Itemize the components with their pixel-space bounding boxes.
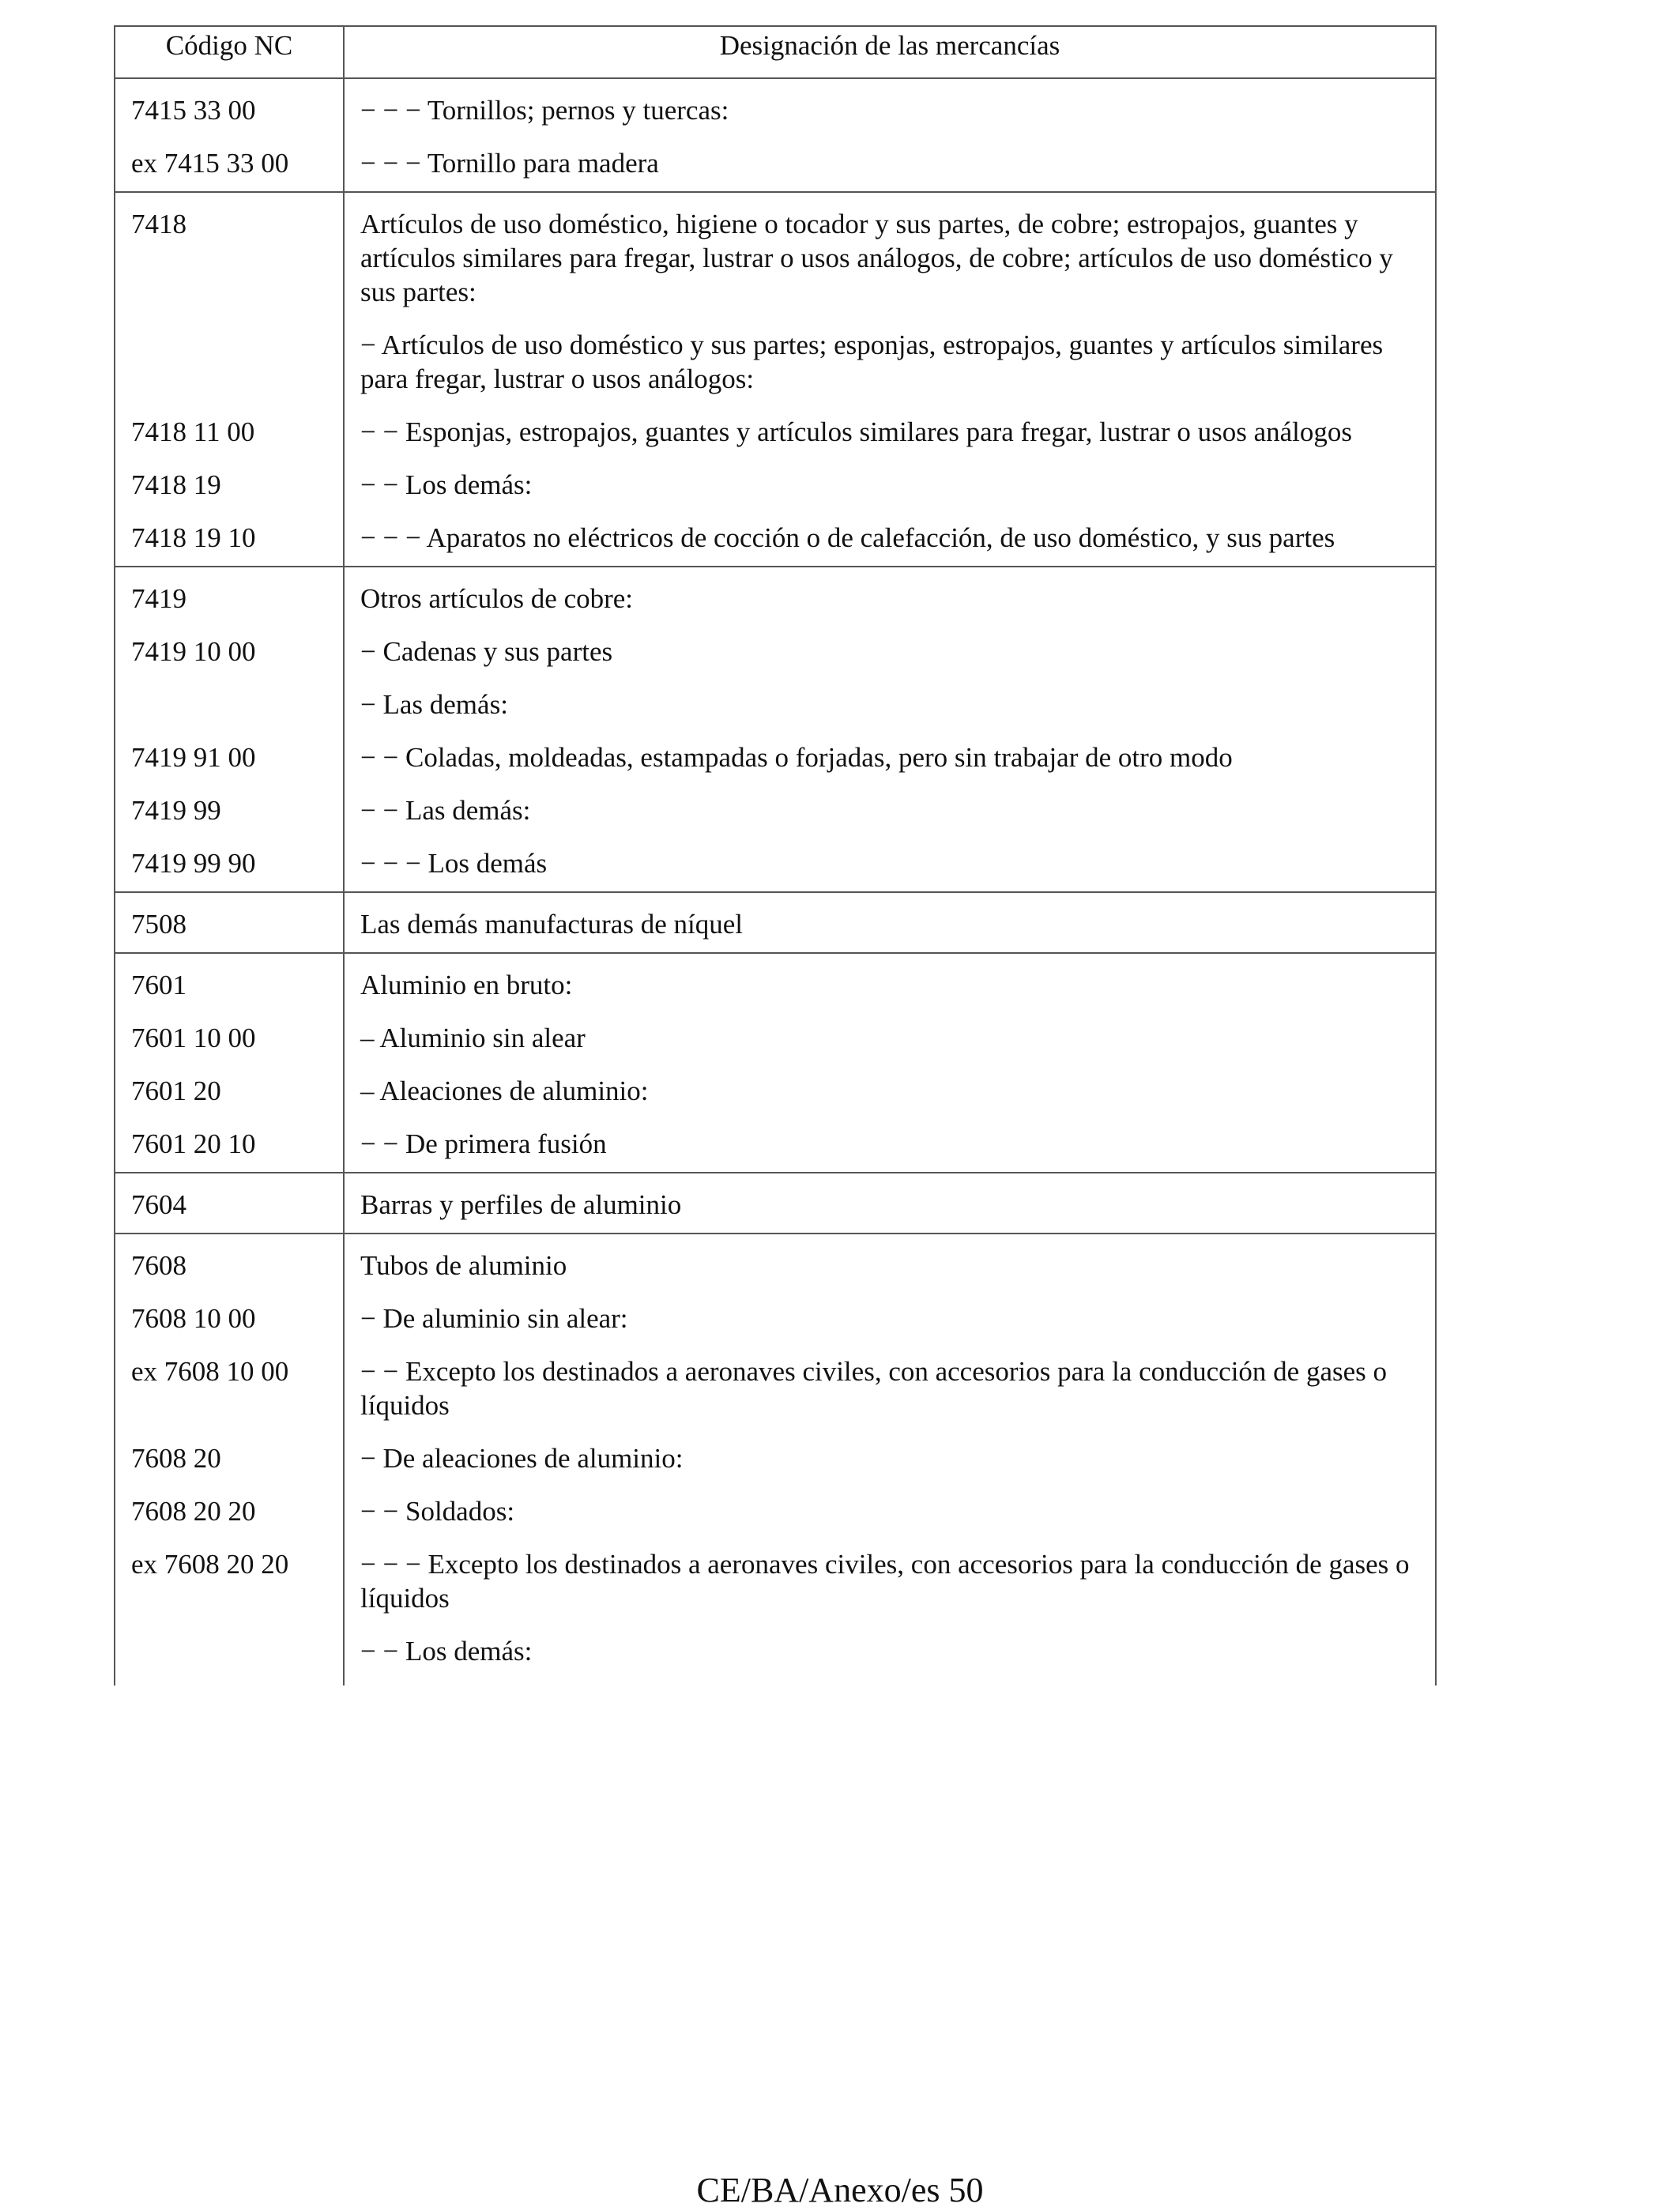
cn-code-cell: 7508 (115, 892, 344, 953)
designation-cell: Artículos de uso doméstico, higiene o tocador y sus partes, de cobre; estropajos, guantes y artículos similares para fregar, lustrar o usos análogos, de cobre; artículos de uso doméstico y sus partes: (344, 192, 1436, 318)
cn-code-cell: 7419 10 00 (115, 625, 344, 678)
cn-code-cell (115, 1625, 344, 1686)
table-row (115, 625, 1436, 678)
designation-cell: − Cadenas y sus partes (344, 625, 1436, 678)
cn-code-cell: 7418 19 (115, 458, 344, 511)
designation-cell: − − − Los demás (344, 837, 1436, 892)
table-row (115, 1485, 1436, 1538)
designation-cell: Tubos de aluminio (344, 1234, 1436, 1292)
table-row (115, 78, 1436, 137)
cn-code-cell: 7608 20 20 (115, 1485, 344, 1538)
designation-cell: − − − Tornillos; pernos y tuercas: (344, 78, 1436, 137)
designation-cell: – Aleaciones de aluminio: (344, 1064, 1436, 1117)
table-body (115, 78, 1436, 1686)
designation-cell: – Aluminio sin alear (344, 1011, 1436, 1064)
table-row (115, 1011, 1436, 1064)
cn-code-cell: ex 7608 20 20 (115, 1538, 344, 1625)
cn-code-cell: 7601 10 00 (115, 1011, 344, 1064)
cn-code-cell: 7604 (115, 1173, 344, 1234)
designation-cell: − − Las demás: (344, 784, 1436, 837)
cn-code-cell: 7418 19 10 (115, 511, 344, 567)
table-row (115, 1538, 1436, 1625)
table-row (115, 318, 1436, 405)
cn-code-cell: 7419 99 90 (115, 837, 344, 892)
table-row (115, 1625, 1436, 1686)
designation-cell: − − De primera fusión (344, 1117, 1436, 1173)
cn-code-cell: ex 7608 10 00 (115, 1345, 344, 1432)
table-row (115, 511, 1436, 567)
table-row (115, 405, 1436, 458)
designation-cell: − − − Excepto los destinados a aeronaves civiles, con accesorios para la conducción de gases o líquidos (344, 1538, 1436, 1625)
table-row (115, 731, 1436, 784)
cn-code-cell: ex 7415 33 00 (115, 137, 344, 192)
designation-cell: − − Coladas, moldeadas, estampadas o forjadas, pero sin trabajar de otro modo (344, 731, 1436, 784)
designation-cell: − − − Aparatos no eléctricos de cocción o de calefacción, de uso doméstico, y sus partes (344, 511, 1436, 567)
table-row (115, 1173, 1436, 1234)
table-row (115, 1432, 1436, 1485)
table-row (115, 137, 1436, 192)
table-row (115, 192, 1436, 318)
designation-cell: − Artículos de uso doméstico y sus partes; esponjas, estropajos, guantes y artículos similares para fregar, lustrar o usos análogos: (344, 318, 1436, 405)
designation-cell: Las demás manufacturas de níquel (344, 892, 1436, 953)
designation-cell: − De aluminio sin alear: (344, 1292, 1436, 1345)
table-row (115, 1234, 1436, 1292)
designation-column-header: Designación de las mercancías (344, 26, 1436, 78)
table-row (115, 892, 1436, 953)
table-row (115, 458, 1436, 511)
cn-code-cell: 7419 (115, 567, 344, 625)
cn-code-cell: 7608 (115, 1234, 344, 1292)
cn-code-cell (115, 318, 344, 405)
designation-cell: − De aleaciones de aluminio: (344, 1432, 1436, 1485)
table-row (115, 678, 1436, 731)
cn-code-cell: 7418 11 00 (115, 405, 344, 458)
page-footer: CE/BA/Anexo/es 50 (696, 2171, 984, 2209)
cn-code-cell: 7419 99 (115, 784, 344, 837)
code-column-header: Código NC (115, 26, 344, 78)
designation-cell: − − Soldados: (344, 1485, 1436, 1538)
designation-cell: − − Excepto los destinados a aeronaves civiles, con accesorios para la conducción de gases o líquidos (344, 1345, 1436, 1432)
cn-code-cell: 7415 33 00 (115, 78, 344, 137)
designation-cell: Aluminio en bruto: (344, 953, 1436, 1011)
designation-cell: − − Los demás: (344, 458, 1436, 511)
table-row (115, 1292, 1436, 1345)
designation-cell: − − Esponjas, estropajos, guantes y artículos similares para fregar, lustrar o usos análogos (344, 405, 1436, 458)
designation-cell: Otros artículos de cobre: (344, 567, 1436, 625)
cn-code-cell: 7601 20 10 (115, 1117, 344, 1173)
designation-cell: − − − Tornillo para madera (344, 137, 1436, 192)
designation-cell: − Las demás: (344, 678, 1436, 731)
table-row (115, 953, 1436, 1011)
cn-code-cell: 7418 (115, 192, 344, 318)
table-row (115, 784, 1436, 837)
table-row (115, 1117, 1436, 1173)
cn-code-cell: 7608 20 (115, 1432, 344, 1485)
cn-code-cell: 7601 20 (115, 1064, 344, 1117)
table-row (115, 1064, 1436, 1117)
designation-cell: Barras y perfiles de aluminio (344, 1173, 1436, 1234)
table-header-row (115, 26, 1436, 78)
cn-code-cell (115, 678, 344, 731)
cn-code-cell: 7419 91 00 (115, 731, 344, 784)
cn-code-cell: 7608 10 00 (115, 1292, 344, 1345)
designation-cell: − − Los demás: (344, 1625, 1436, 1686)
table-row (115, 1345, 1436, 1432)
cn-code-cell: 7601 (115, 953, 344, 1011)
table-row (115, 567, 1436, 625)
table-row (115, 837, 1436, 892)
cn-code-table (114, 25, 1437, 1686)
